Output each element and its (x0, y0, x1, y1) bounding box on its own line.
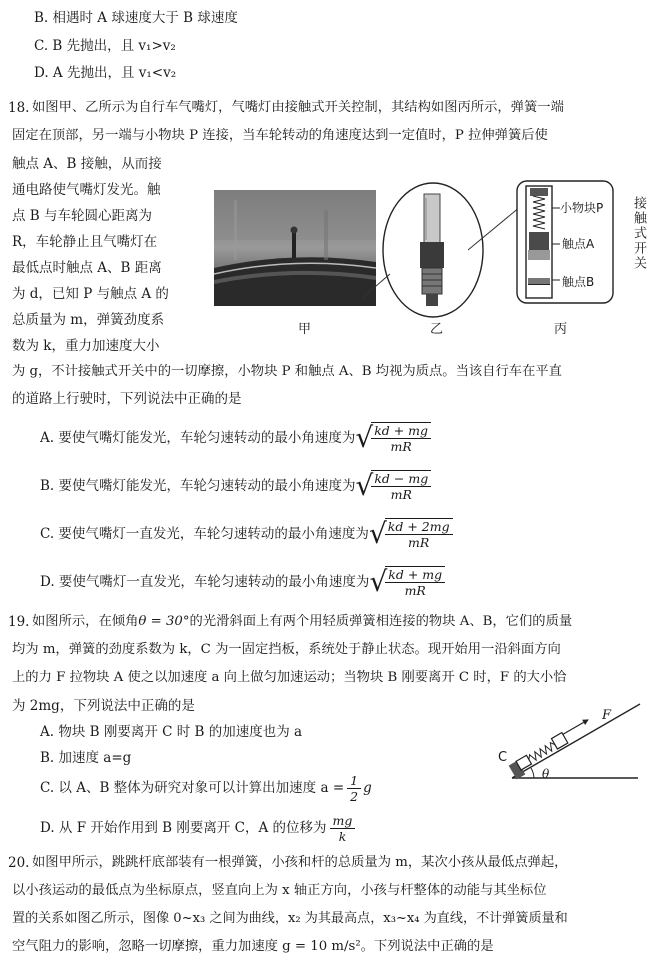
q19-theta-value: θ = 30° (138, 614, 190, 629)
q20-number: 20. (8, 855, 30, 871)
incline-label-theta: θ (542, 767, 550, 781)
q18-option-b-sqrt: √ $\frac{kd - mg}{mR}$ (356, 469, 432, 503)
q18-option-a-den: mR (390, 439, 412, 454)
q18-option-a (40, 418, 431, 458)
q19-option-c-num: 1 (347, 773, 361, 789)
q18-stem-line3: 为 g，不计接触式开关中的一切摩擦，小物块 P 和触点 A、B 均视为质点。当该自行车在平直 (12, 364, 562, 379)
q18-option-c-sqrt: √ $\frac{kd + 2mg}{mR}$ (369, 517, 453, 551)
q19-option-a: A. 物块 B 刚要离开 C 时 B 的加速度也为 a (40, 724, 303, 740)
q19-line1b: 的光滑斜面上有两个用轻质弹簧相连接的物块 A、B，它们的质量 (189, 614, 573, 629)
q20-stem-line3: 置的关系如图乙所示，图像 0~x₃ 之间为曲线，x₂ 为其最高点，x₃~x₄ 为直线，不计弹簧质量和 (12, 911, 568, 926)
q19-option-c-den: 2 (350, 788, 359, 804)
q18-option-d-num: kd + mg (385, 567, 445, 583)
q18-stem-line4: 的道路上行驶时，下列说法中正确的是 (12, 391, 242, 407)
q18-option-c-num: kd + 2mg (385, 519, 453, 535)
q18-side-1: 通电路使气嘴灯发光。触 (12, 182, 161, 198)
q18-option-c-den: mR (408, 535, 430, 550)
q18-side-3: R，车轮静止且气嘴灯在 (12, 234, 158, 250)
q19-option-d-frac (330, 813, 356, 844)
figure-jia-photo (214, 190, 376, 306)
q19-stem-line2: 均为 m，弹簧的劲度系数为 k，C 为一固定挡板，系统处于静止状态。现开始用一沿斜面方向 (12, 642, 561, 657)
q19-line1a: 如图所示，在倾角 (32, 614, 139, 629)
label-contact-a: 触点A (562, 237, 595, 251)
q18-option-b-den: mR (390, 487, 412, 502)
q19-option-c (40, 770, 372, 806)
caption-jia: 甲 (298, 322, 312, 337)
q19-option-d-text: D. 从 F 开始作用到 B 刚要离开 C，A 的位移为 (40, 820, 327, 836)
q19-stem-line1 (32, 612, 572, 632)
q18-side-5: 为 d，已知 P 与触点 A 的 (12, 286, 169, 302)
q17-option-b: B. 相遇时 A 球速度大于 B 球速度 (34, 10, 238, 26)
q17-option-c: C. B 先抛出，且 v₁>v₂ (34, 38, 176, 54)
caption-yi: 乙 (430, 322, 444, 337)
q18-option-d-sqrt: √ $\frac{kd + mg}{mR}$ (369, 565, 445, 599)
q17-option-d: D. A 先抛出，且 v₁<v₂ (34, 65, 177, 81)
q18-option-d-den: mR (404, 583, 426, 598)
label-block-p: 小物块P (560, 201, 604, 215)
q19-option-c-frac (347, 773, 361, 804)
q18-side-6: 总质量为 m，弹簧劲度系 (12, 312, 165, 328)
q19-option-d-num: mg (330, 813, 356, 829)
q18-option-c-text: C. 要使气嘴灯一直发光，车轮匀速转动的最小角速度为 (40, 526, 369, 542)
q19-number: 19. (8, 614, 30, 630)
q18-option-c (40, 514, 453, 554)
q19-stem-line3: 上的力 F 拉物块 A 使之以加速度 a 向上做匀加速运动；当物块 B 刚要离开 C 时，F 的大小恰 (12, 670, 567, 685)
figure-incline (498, 690, 648, 785)
q18-option-b (40, 466, 431, 506)
q18-option-b-text: B. 要使气嘴灯能发光，车轮匀速转动的最小角速度为 (40, 478, 356, 494)
q18-option-a-num: kd + mg (371, 423, 431, 439)
incline-label-f: F (602, 708, 612, 723)
q19-option-d (40, 810, 355, 846)
q20-stem-line4: 空气阻力的影响，忽略一切摩擦，重力加速度 g = 10 m/s²。下列说法中正确的是 (12, 939, 494, 954)
q19-stem-line4: 为 2mg，下列说法中正确的是 (12, 698, 195, 714)
incline-label-c: C (498, 750, 508, 765)
q18-side-7: 数为 k，重力加速度大小 (12, 338, 160, 354)
q19-option-c-tail: g (363, 780, 372, 796)
q18-number: 18. (8, 100, 30, 116)
zoom-line-left (362, 270, 392, 300)
q19-option-d-den: k (338, 828, 347, 844)
q19-option-c-text: C. 以 A、B 整体为研究对象可以计算出加速度 a = (40, 780, 345, 796)
q18-side-4: 最低点时触点 A、B 距离 (12, 260, 162, 276)
q18-side-2: 点 B 与车轮圆心距离为 (12, 208, 153, 224)
q18-option-d (40, 562, 445, 602)
q18-option-a-text: A. 要使气嘴灯能发光，车轮匀速转动的最小角速度为 (40, 430, 356, 446)
q18-option-b-num: kd − mg (371, 471, 431, 487)
q18-side-0: 触点 A、B 接触，从而接 (12, 156, 162, 172)
q18-stem-line1: 如图甲、乙所示为自行车气嘴灯，气嘴灯由接触式开关控制，其结构如图丙所示，弹簧一端 (32, 100, 564, 115)
q20-stem-line2: 以小孩运动的最低点为坐标原点，竖直向上为 x 轴正方向，小孩与杆整体的动能与其坐标位 (12, 883, 547, 898)
label-contact-switch: 接触式开关 (631, 196, 646, 271)
q19-option-b: B. 加速度 a=g (40, 750, 132, 766)
q20-stem-line1: 如图甲所示，跳跳杆底部装有一根弹簧，小孩和杆的总质量为 m，某次小孩从最低点弹起， (32, 855, 568, 870)
q18-stem-line2: 固定在顶部，另一端与小物块 P 连接，当车轮转动的角速度达到一定值时，P 拉伸弹簧后使 (12, 128, 548, 143)
q18-option-d-text: D. 要使气嘴灯一直发光，车轮匀速转动的最小角速度为 (40, 574, 370, 590)
caption-bing: 丙 (554, 322, 568, 337)
figure-bing-switch (516, 180, 616, 306)
q18-option-a-sqrt: √ $\frac{kd + mg}{mR}$ (355, 421, 431, 455)
label-contact-b: 触点B (562, 275, 595, 289)
